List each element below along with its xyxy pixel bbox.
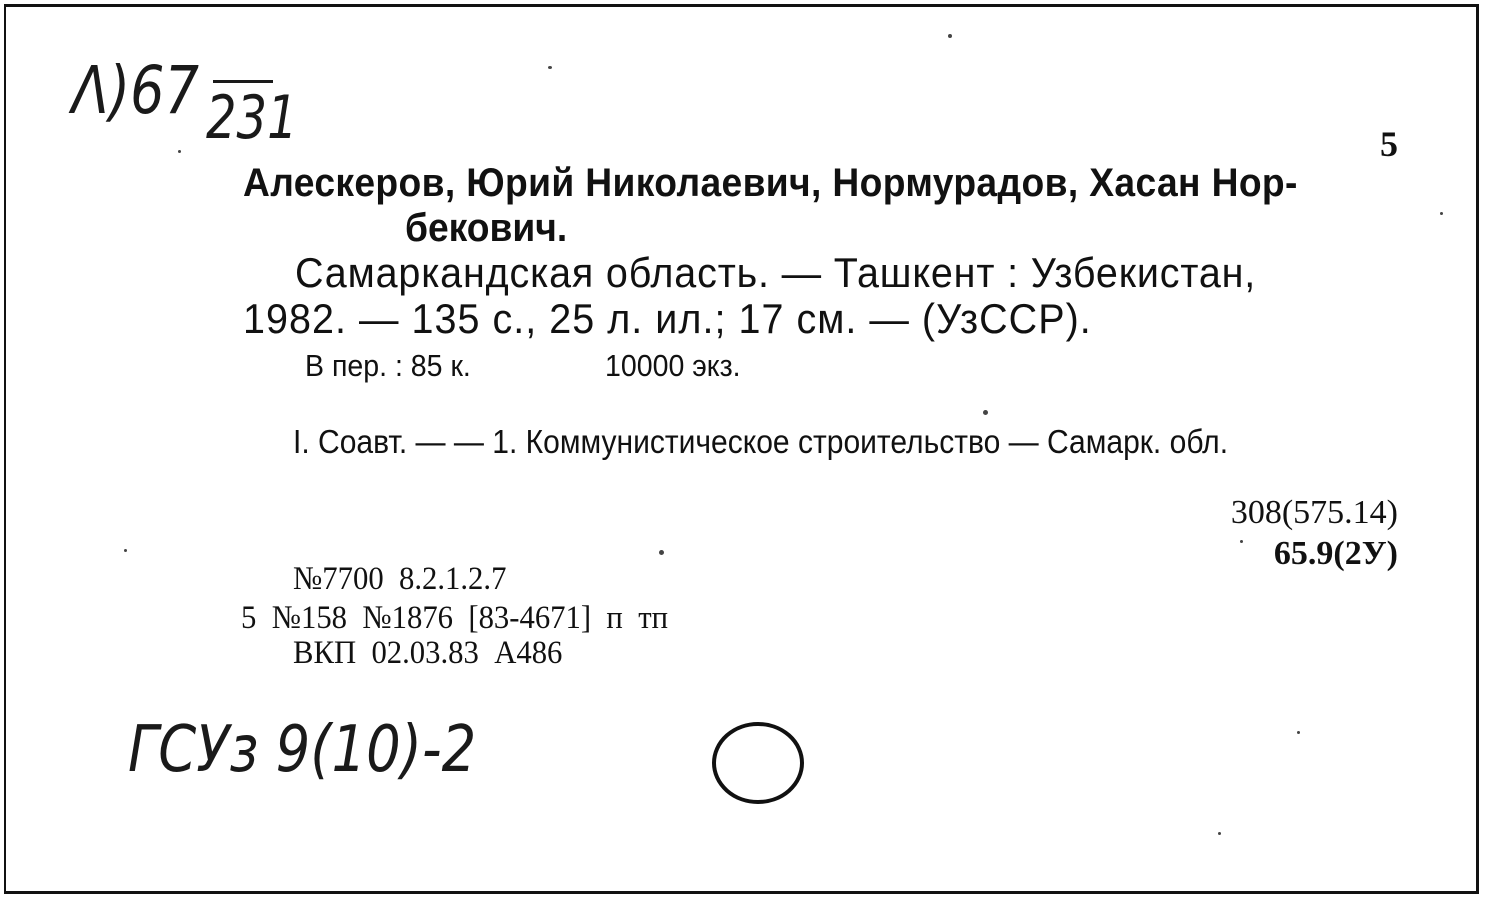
udc-code: 308(575.14) <box>1230 494 1398 531</box>
speck <box>1218 832 1221 835</box>
handwritten-classification: ГСУз 9(10)-2 <box>128 713 477 787</box>
speck <box>178 150 181 153</box>
print-run: 10000 экз. <box>605 348 741 383</box>
handwritten-shelfmark-fraction: 231 <box>206 83 298 153</box>
record-line-1: №7700 8.2.1.2.7 <box>293 561 507 597</box>
speck <box>1240 540 1243 543</box>
speck <box>983 410 988 415</box>
handwritten-shelfmark: Λ)67 <box>72 52 200 129</box>
record-line-2: 5 №158 №1876 [83-4671] п тп <box>241 600 669 636</box>
punch-hole-icon <box>708 717 808 809</box>
card-number: 5 <box>1380 124 1398 164</box>
price-note: В пер. : 85 к. <box>305 348 471 383</box>
speck <box>124 549 127 552</box>
speck <box>1440 212 1443 215</box>
bbk-code: 65.9(2У) <box>1273 535 1398 572</box>
speck <box>948 34 952 38</box>
authors-heading: Алескеров, Юрий Николаевич, Нормурадов, Хасан Нор- <box>243 161 1298 205</box>
speck <box>659 550 664 555</box>
imprint-statement: 1982. — 135 с., 25 л. ил.; 17 см. — (УзССР). <box>243 295 1092 342</box>
title-statement: Самаркандская область. — Ташкент : Узбекистан, <box>295 249 1257 296</box>
speck <box>548 66 552 69</box>
record-line-3: ВКП 02.03.83 А486 <box>293 635 563 671</box>
speck <box>1297 731 1300 734</box>
tracings: I. Соавт. — — 1. Коммунистическое строительство — Самарк. обл. <box>293 423 1229 460</box>
authors-heading-continuation: бекович. <box>405 206 568 250</box>
